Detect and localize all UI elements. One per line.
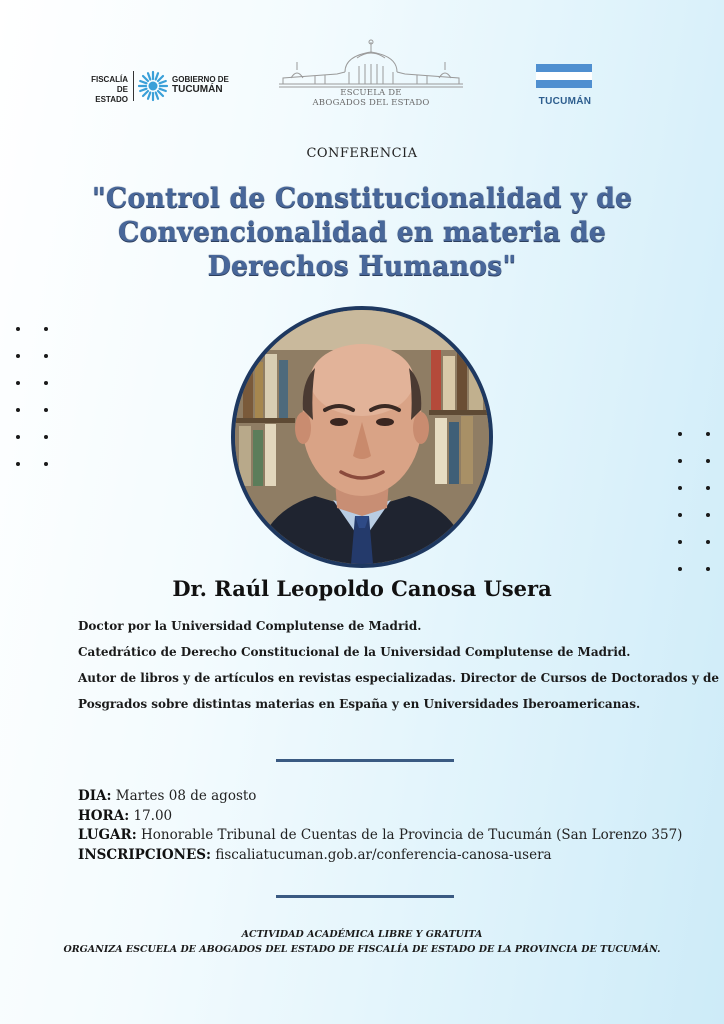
detail-hora: [78, 807, 688, 827]
inscripciones-url[interactable]: fiscaliatucuman.gob.ar/conferencia-canosa-usera: [211, 846, 552, 863]
gobierno-line1: GOBIERNO DE: [172, 75, 229, 84]
bio-line: Posgrados sobre distintas materias en España y en Universidades Iberoamericanas.: [78, 697, 641, 711]
escuela-line2: ABOGADOS DEL ESTADO: [312, 98, 430, 108]
tucuman-logo: [534, 60, 596, 112]
building-dome-icon: [275, 38, 467, 90]
flag-stripe-bottom: [536, 80, 592, 88]
hora-value: 17.00: [129, 807, 173, 824]
tucuman-label: TUCUMÁN: [538, 96, 592, 107]
detail-inscripciones: [78, 846, 688, 866]
title-line-1: "Control de Constitucionalidad y de: [91, 183, 633, 214]
bio-line: Catedrático de Derecho Constitucional de la Universidad Complutense de Madrid.: [78, 645, 631, 659]
fiscalia-line1: FISCALÍA DE: [91, 75, 128, 94]
flag-stripe-top: [536, 64, 592, 72]
event-details: [78, 787, 688, 865]
dot-pattern-left: [16, 327, 72, 489]
inscripciones-label: INSCRIPCIONES:: [78, 846, 212, 863]
logo-divider: [133, 71, 134, 101]
dot-pattern-right: [678, 432, 724, 594]
divider-rule-top: [276, 759, 454, 762]
lugar-label: LUGAR:: [78, 827, 137, 843]
sunburst-icon: [137, 70, 169, 102]
flag-stripe-middle: [536, 72, 592, 80]
gobierno-label: [172, 75, 229, 95]
speaker-bio: [78, 613, 720, 717]
speaker-photo: [231, 306, 493, 568]
title-line-3: Derechos Humanos": [207, 251, 517, 282]
speaker-portrait-illustration: [235, 310, 489, 564]
gobierno-line2: TUCUMÁN: [172, 84, 223, 95]
detail-dia: [78, 787, 688, 807]
escuela-line1: ESCUELA DE: [340, 88, 402, 98]
footer-note: [0, 927, 724, 957]
divider-rule-bottom: [276, 895, 454, 898]
detail-lugar: [78, 826, 688, 846]
footer-line-1: ACTIVIDAD ACADÉMICA LIBRE Y GRATUITA: [241, 929, 483, 940]
hora-label: HORA:: [78, 807, 130, 824]
lugar-value: Honorable Tribunal de Cuentas de la Provincia de Tucumán (San Lorenzo 357): [136, 827, 683, 843]
dia-value: Martes 08 de agosto: [111, 788, 257, 804]
escuela-abogados-logo: [275, 38, 467, 112]
fiscalia-label: [80, 75, 128, 105]
bio-line: Doctor por la Universidad Complutense de Madrid.: [78, 619, 422, 633]
dia-label: DIA:: [78, 788, 112, 804]
fiscalia-gobierno-logo: [80, 68, 230, 104]
fiscalia-line2: ESTADO: [95, 95, 128, 104]
title-line-2: Convencionalidad en materia de: [118, 217, 606, 248]
event-title: [40, 182, 684, 284]
bio-line: Autor de libros y de artículos en revistas especializadas. Director de Cursos de Doctorados y de: [78, 671, 720, 685]
footer-line-2: ORGANIZA ESCUELA DE ABOGADOS DEL ESTADO DE FISCALÍA DE ESTADO DE LA PROVINCIA DE TUCUMÁN.: [63, 944, 661, 955]
event-type: CONFERENCIA: [306, 146, 418, 161]
speaker-name: Dr. Raúl Leopoldo Canosa Usera: [172, 576, 552, 601]
